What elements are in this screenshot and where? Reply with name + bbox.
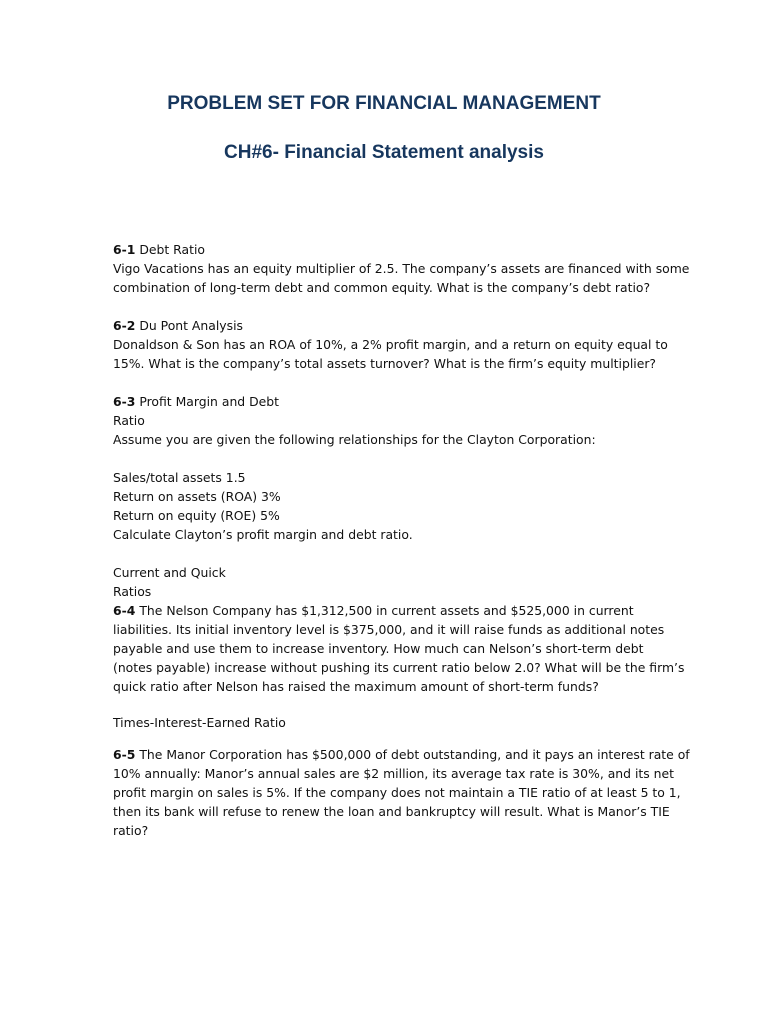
problem-topic-continued: Ratio — [113, 413, 145, 428]
problem-topic: Profit Margin and Debt — [135, 394, 279, 409]
given-roe: Return on equity (ROE) 5% — [113, 508, 280, 523]
problem-6-2 — [113, 316, 683, 373]
problem-number: 6-2 — [113, 318, 136, 333]
problem-number: 6-5 — [113, 747, 136, 762]
problem-text-line: then its bank will refuse to renew the loan and bankruptcy will result. What is Manor’s TIE — [113, 804, 670, 819]
section-title: Times-Interest-Earned Ratio — [113, 715, 286, 730]
problem-text-line: quick ratio after Nelson has raised the maximum amount of short-term funds? — [113, 679, 599, 694]
problem-6-5 — [113, 713, 683, 732]
problem-text-line — [113, 601, 683, 620]
problem-topic: Du Pont Analysis — [135, 318, 243, 333]
problem-topic: Debt Ratio — [135, 242, 205, 257]
problem-number: 6-4 — [113, 603, 136, 618]
problem-6-4 — [113, 563, 683, 696]
problem-text-line — [113, 745, 690, 764]
spacer — [113, 449, 683, 468]
problem-text-line: Donaldson & Son has an ROA of 10%, a 2% profit margin, and a return on equity equal to — [113, 337, 668, 352]
problem-heading — [113, 316, 683, 335]
given-roa: Return on assets (ROA) 3% — [113, 489, 281, 504]
problem-heading — [113, 392, 683, 411]
problem-number: 6-1 — [113, 242, 136, 257]
chapter-title: CH#6- Financial Statement analysis — [224, 142, 544, 163]
problem-text-line: combination of long-term debt and common equity. What is the company’s debt ratio? — [113, 280, 651, 295]
section-title: Current and Quick — [113, 565, 226, 580]
problem-heading — [113, 240, 683, 259]
problem-text: The Nelson Company has $1,312,500 in current assets and $525,000 in current — [135, 603, 634, 618]
problem-question: Calculate Clayton’s profit margin and debt ratio. — [113, 527, 413, 542]
problem-text-line: Vigo Vacations has an equity multiplier of 2.5. The company’s assets are financed with some — [113, 261, 690, 276]
problem-text-line: payable and use them to increase inventory. How much can Nelson’s short-term debt — [113, 641, 644, 656]
given-sales-to-assets: Sales/total assets 1.5 — [113, 470, 246, 485]
problem-text-line: 10% annually: Manor’s annual sales are $2 million, its average tax rate is 30%, and its net — [113, 766, 674, 781]
document-title: PROBLEM SET FOR FINANCIAL MANAGEMENT — [167, 93, 601, 114]
problem-text-line: 15%. What is the company’s total assets turnover? What is the firm’s equity multiplier? — [113, 356, 657, 371]
problem-text: The Manor Corporation has $500,000 of debt outstanding, and it pays an interest rate of — [135, 747, 690, 762]
problem-6-3 — [113, 392, 683, 544]
section-title-continued: Ratios — [113, 584, 152, 599]
problem-number: 6-3 — [113, 394, 136, 409]
problem-text-line: liabilities. Its initial inventory level is $375,000, and it will raise funds as additional notes — [113, 622, 665, 637]
problem-text-line: ratio? — [113, 823, 149, 838]
problem-6-5-body — [113, 745, 690, 840]
problem-6-1 — [113, 240, 690, 297]
problem-text-line: (notes payable) increase without pushing its current ratio below 2.0? What will be the firm’s — [113, 660, 685, 675]
problem-intro: Assume you are given the following relationships for the Clayton Corporation: — [113, 432, 596, 447]
problem-text-line: profit margin on sales is 5%. If the company does not maintain a TIE ratio of at least 5 to 1, — [113, 785, 681, 800]
